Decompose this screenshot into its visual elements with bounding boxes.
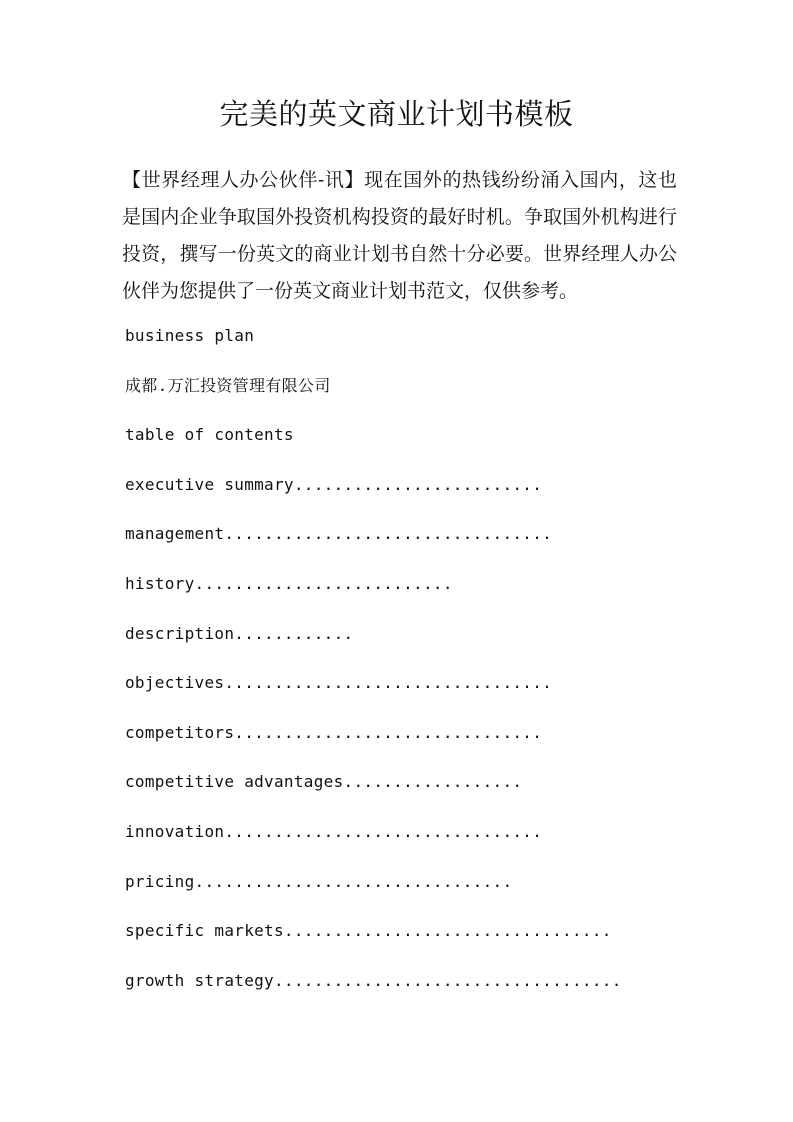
- toc-heading: table of contents: [125, 425, 294, 445]
- business-plan-heading: business plan: [125, 326, 255, 345]
- toc-entry-history: history..........................: [125, 573, 453, 593]
- toc-entry-competitors: competitors...............................: [125, 722, 543, 742]
- toc-entry-innovation: innovation................................: [125, 821, 543, 841]
- toc-entry-management: management.................................: [125, 524, 553, 544]
- content-lines: [125, 320, 622, 1014]
- toc-entry-specific-markets: specific markets.................................: [125, 921, 612, 941]
- toc-entry-growth-strategy: growth strategy...................................: [125, 970, 622, 990]
- toc-entry-description: description............: [125, 623, 354, 643]
- toc-entry-competitive-advantages: competitive advantages..................: [125, 772, 523, 792]
- toc-entry-executive-summary: executive summary.........................: [125, 474, 543, 494]
- toc-entry-pricing: pricing................................: [125, 871, 513, 891]
- toc-entry-objectives: objectives.................................: [125, 673, 553, 693]
- intro-paragraph: 【世界经理人办公伙伴-讯】现在国外的热钱纷纷涌入国内，这也是国内企业争取国外投资机构投资的最好时机。争取国外机构进行投资，撰写一份英文的商业计划书自然十分必要。世界经理人办公伙伴为您提供了一份英文商业计划书范文，仅供参考。: [122, 169, 677, 302]
- document-title: 完美的英文商业计划书模板: [219, 97, 574, 131]
- company-name: 成都.万汇投资管理有限公司: [125, 375, 331, 395]
